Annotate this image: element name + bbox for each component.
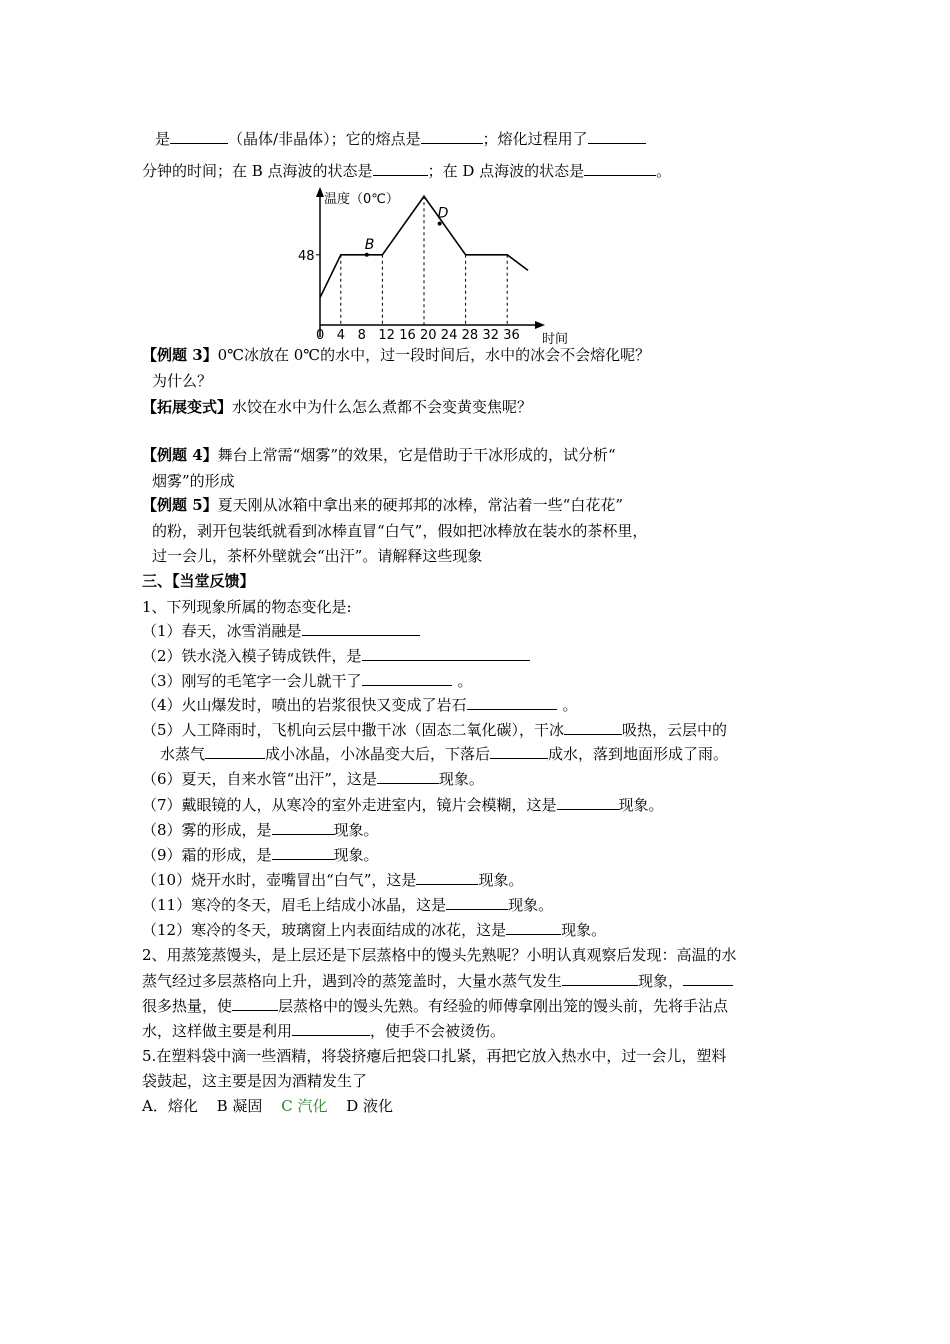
blank[interactable]: [446, 894, 508, 910]
text: 现象。: [333, 846, 379, 864]
text: 层蒸格中的馒头先熟。有经验的师傅拿刚出笼的馒头前，先将手沾点: [278, 997, 729, 1015]
question-1: 1、下列现象所属的物态变化是:: [142, 598, 352, 616]
extension-text: 水饺在水中为什么怎么煮都不会变黄变焦呢？: [232, 398, 533, 416]
blank[interactable]: [557, 794, 619, 810]
fill-line-2: [142, 160, 671, 182]
text: （3）刚写的毛笔字一会儿就干了: [142, 672, 362, 690]
blank[interactable]: [562, 970, 638, 986]
annotation-label: B: [364, 236, 375, 253]
blank[interactable]: [683, 970, 733, 986]
item-12: [142, 919, 606, 941]
example-5-cont: 的粉，剥开包装纸就看到冰棒直冒“白气”，假如把冰棒放在装水的茶杯里，: [152, 522, 648, 540]
x-tick-label: 20: [420, 328, 437, 343]
blank[interactable]: [292, 1020, 370, 1036]
option-d[interactable]: D 液化: [346, 1097, 394, 1115]
x-tick-label: 12: [378, 328, 395, 343]
text: 是: [155, 130, 171, 148]
text: （4）火山爆发时，喷出的岩浆很快又变成了岩石: [142, 696, 467, 714]
text: 很多热量，使: [142, 997, 233, 1015]
x-tick-label: 36: [503, 328, 520, 343]
question-2-line-1: 2、用蒸笼蒸馒头，是上层还是下层蒸格中的馒头先熟呢？小明认真观察后发现：高温的水: [142, 946, 737, 964]
blank[interactable]: [362, 670, 452, 686]
y-tick-label: 48: [298, 248, 315, 264]
blank[interactable]: [373, 160, 428, 176]
text: 现象。: [478, 871, 524, 889]
annotation-label: D: [437, 205, 449, 222]
text: 现象，: [638, 972, 684, 990]
blank[interactable]: [467, 694, 557, 710]
question-2-line-3: [142, 995, 728, 1017]
extension: [142, 396, 532, 418]
section-3-title: 三、【当堂反馈】: [142, 572, 255, 590]
y-axis-label: 温度（0℃）: [324, 192, 399, 207]
text: 水，这样做主要是利用: [142, 1022, 293, 1040]
blank[interactable]: [490, 743, 548, 759]
text: 成小冰晶，小冰晶变大后，下落后: [265, 745, 491, 763]
blank[interactable]: [272, 819, 334, 835]
example-5-cont2: 过一会儿，茶杯外壁就会“出汗”。请解释这些现象: [152, 547, 483, 565]
item-10: [142, 869, 523, 891]
text: 现象。: [508, 896, 554, 914]
question-5-options: [142, 1095, 393, 1117]
text: （9）霜的形成，是: [142, 846, 272, 864]
x-tick-label: 32: [482, 328, 499, 343]
text: 现象。: [438, 770, 484, 788]
x-tick-label: 28: [461, 328, 479, 343]
text: （8）雾的形成，是: [142, 821, 272, 839]
data-point: [365, 253, 369, 257]
text: 吸热，云层中的: [622, 721, 728, 739]
item-3: [142, 670, 473, 692]
blank[interactable]: [421, 128, 483, 144]
text: （10）烧开水时，壶嘴冒出“白气”，这是: [142, 871, 417, 889]
question-2-line-2: [142, 970, 733, 992]
blank[interactable]: [302, 620, 420, 636]
option-b[interactable]: B 凝固: [216, 1097, 263, 1115]
example-4-cont: 烟雾”的形成: [152, 472, 235, 490]
text: 蒸气经过多层蒸格向上升，遇到冷的蒸笼盖时，大量水蒸气发生: [142, 972, 563, 990]
example-5-text: 夏天刚从冰箱中拿出来的硬邦邦的冰棒，常沾着一些“白花花”: [217, 496, 624, 514]
item-7: [142, 794, 664, 816]
fill-line-1: [155, 128, 646, 150]
option-a[interactable]: A．熔化: [142, 1097, 198, 1115]
question-5-line-2: 袋鼓起，这主要是因为酒精发生了: [142, 1072, 368, 1090]
extension-title: 【拓展变式】: [142, 398, 233, 416]
blank[interactable]: [588, 128, 646, 144]
item-5: [142, 719, 727, 741]
text: （6）夏天，自来水管“出汗”，这是: [142, 770, 377, 788]
text: 成水，落到地面形成了雨。: [548, 745, 729, 763]
item-6: [142, 768, 484, 790]
x-tick-label: 8: [357, 328, 366, 343]
text: 。: [562, 696, 578, 714]
y-axis-arrow: [316, 187, 324, 197]
blank[interactable]: [205, 743, 265, 759]
question-5-line-1: 5.在塑料袋中滴一些酒精，将袋挤瘪后把袋口扎紧，再把它放入热水中，过一会儿，塑料: [142, 1047, 727, 1065]
text: 。: [656, 162, 672, 180]
blank[interactable]: [362, 645, 530, 661]
x-tick-label: 0: [316, 328, 325, 343]
text: ，使手不会被烫伤。: [370, 1022, 506, 1040]
item-1: [142, 620, 420, 642]
text: 现象。: [618, 796, 664, 814]
x-axis-label: 时间: [542, 332, 569, 345]
blank[interactable]: [506, 919, 561, 935]
example-3-cont: 为什么？: [152, 372, 213, 390]
blank[interactable]: [272, 844, 334, 860]
blank[interactable]: [564, 719, 622, 735]
text: （2）铁水浇入模子铸成铁件，是: [142, 647, 362, 665]
example-3: [142, 344, 650, 366]
example-3-text: 0℃冰放在 0℃的水中，过一段时间后，水中的冰会不会熔化呢？: [217, 346, 651, 364]
item-2: [142, 645, 530, 667]
text: 现象。: [561, 921, 607, 939]
blank[interactable]: [416, 869, 478, 885]
temperature-time-chart: [290, 185, 580, 345]
x-tick-label: 4: [336, 328, 346, 343]
text: （5）人工降雨时，飞机向云层中撒干冰（固态二氧化碳），干冰: [142, 721, 565, 739]
x-tick-label: 16: [399, 328, 416, 343]
text: ；在 D 点海波的状态是: [427, 162, 585, 180]
text: 分钟的时间；在 B 点海波的状态是: [142, 162, 373, 180]
text: 现象。: [333, 821, 379, 839]
text: （11）寒冷的冬天，眉毛上结成小冰晶，这是: [142, 896, 447, 914]
text: 。: [457, 672, 473, 690]
example-4: [142, 444, 616, 466]
data-point: [438, 222, 442, 226]
text: 水蒸气: [160, 745, 206, 763]
item-11: [142, 894, 553, 916]
text: ；熔化过程用了: [482, 130, 588, 148]
x-tick-label: 24: [440, 328, 458, 343]
item-8: [142, 819, 379, 841]
example-4-title: 【例题 4】: [142, 446, 218, 464]
text: （晶体/非晶体）；它的熔点是: [228, 130, 421, 148]
blank[interactable]: [232, 995, 278, 1011]
blank[interactable]: [584, 160, 656, 176]
blank[interactable]: [377, 768, 439, 784]
text: （7）戴眼镜的人，从寒冷的室外走进室内，镜片会模糊，这是: [142, 796, 557, 814]
text: （1）春天，冰雪消融是: [142, 622, 302, 640]
option-c[interactable]: C 汽化: [281, 1097, 328, 1115]
item-9: [142, 844, 379, 866]
item-4: [142, 694, 578, 716]
item-5-cont: [160, 743, 728, 765]
example-5: [142, 494, 623, 516]
question-2-line-4: [142, 1020, 505, 1042]
example-4-text: 舞台上常需“烟雾”的效果，它是借助于干冰形成的，试分析“: [217, 446, 616, 464]
x-axis-arrow: [535, 321, 545, 329]
blank[interactable]: [170, 128, 228, 144]
example-5-title: 【例题 5】: [142, 496, 218, 514]
example-3-title: 【例题 3】: [142, 346, 218, 364]
text: （12）寒冷的冬天，玻璃窗上内表面结成的冰花，这是: [142, 921, 507, 939]
